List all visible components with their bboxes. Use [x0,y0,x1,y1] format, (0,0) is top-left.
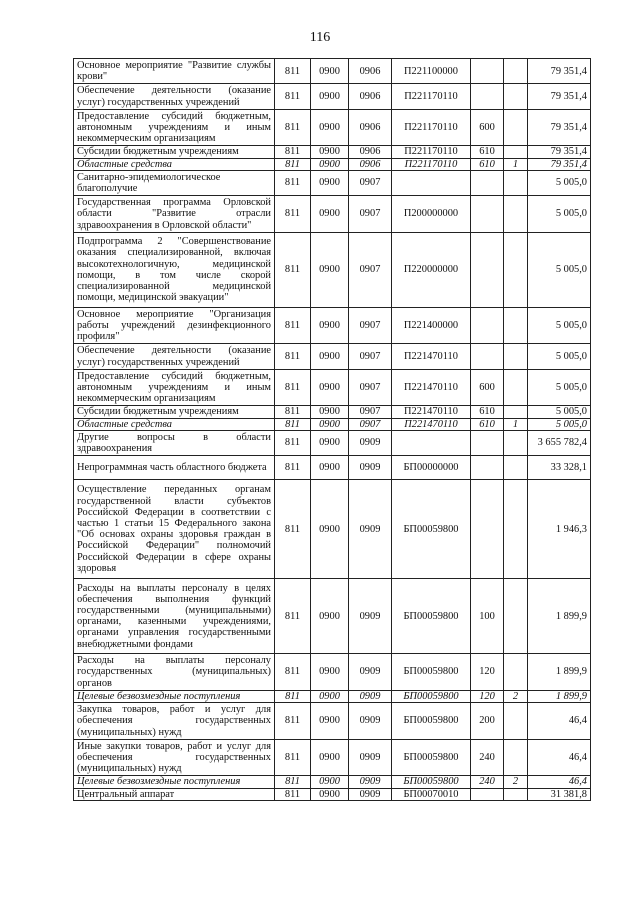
table-row [74,579,591,654]
target-article-cell: БП00059800 [392,703,471,740]
target-article-cell: П221470110 [392,344,471,369]
table-row [74,109,591,146]
section-code-cell: 0900 [311,369,349,406]
expense-type-cell [471,84,504,109]
amount-cell: 5 005,0 [528,344,591,369]
subsection-code-cell: 0906 [349,146,392,158]
table-row [74,788,591,800]
subsection-code-cell: 0909 [349,703,392,740]
row-name-cell: Областные средства [74,418,275,430]
table-row [74,344,591,369]
funding-source-cell [504,109,528,146]
section-code-cell: 0900 [311,788,349,800]
table-row [74,654,591,691]
table-row [74,430,591,455]
amount-cell: 79 351,4 [528,158,591,170]
row-name-cell: Предоставление субсидий бюджетным, автономным учреждениям и иным некоммерческим организациям [74,109,275,146]
ministry-code-cell: 811 [275,369,311,406]
section-code-cell: 0900 [311,158,349,170]
table-row [74,480,591,579]
row-name-cell: Субсидии бюджетным учреждениям [74,406,275,418]
expense-type-cell [471,59,504,84]
target-article-cell: БП00059800 [392,739,471,776]
target-article-cell: П221470110 [392,369,471,406]
row-name-cell: Областные средства [74,158,275,170]
expense-type-cell: 240 [471,776,504,788]
section-code-cell: 0900 [311,146,349,158]
funding-source-cell [504,406,528,418]
expense-type-cell: 610 [471,146,504,158]
target-article-cell: П221170110 [392,146,471,158]
target-article-cell: БП00059800 [392,654,471,691]
ministry-code-cell: 811 [275,418,311,430]
table-row [74,84,591,109]
subsection-code-cell: 0909 [349,788,392,800]
expense-type-cell [471,344,504,369]
target-article-cell: П221470110 [392,406,471,418]
expense-type-cell [471,196,504,233]
row-name-cell: Подпрограмма 2 "Совершенствование оказания специализированной, включая высокотехнологичную, медицинской помощи, в том числе скорой специализированной медицинской помощи, медицинской эвакуации" [74,232,275,307]
section-code-cell: 0900 [311,776,349,788]
table-row [74,196,591,233]
target-article-cell [392,430,471,455]
expense-type-cell [471,232,504,307]
expense-type-cell: 610 [471,418,504,430]
target-article-cell [392,170,471,195]
funding-source-cell [504,654,528,691]
subsection-code-cell: 0906 [349,158,392,170]
ministry-code-cell: 811 [275,170,311,195]
section-code-cell: 0900 [311,418,349,430]
target-article-cell: БП00059800 [392,776,471,788]
row-name-cell: Закупка товаров, работ и услуг для обеспечения государственных (муниципальных) нужд [74,703,275,740]
funding-source-cell [504,788,528,800]
table-row [74,307,591,344]
expense-type-cell: 600 [471,109,504,146]
table-row [74,418,591,430]
expense-type-cell [471,480,504,579]
expense-type-cell: 100 [471,579,504,654]
row-name-cell: Государственная программа Орловской области "Развитие отрасли здравоохранения в Орловской области" [74,196,275,233]
subsection-code-cell: 0907 [349,170,392,195]
subsection-code-cell: 0909 [349,456,392,480]
target-article-cell: П220000000 [392,232,471,307]
section-code-cell: 0900 [311,654,349,691]
subsection-code-cell: 0909 [349,776,392,788]
ministry-code-cell: 811 [275,690,311,702]
ministry-code-cell: 811 [275,196,311,233]
expense-type-cell: 610 [471,158,504,170]
ministry-code-cell: 811 [275,406,311,418]
ministry-code-cell: 811 [275,480,311,579]
target-article-cell: П221100000 [392,59,471,84]
section-code-cell: 0900 [311,307,349,344]
section-code-cell: 0900 [311,196,349,233]
table-row [74,59,591,84]
amount-cell: 5 005,0 [528,369,591,406]
amount-cell: 5 005,0 [528,170,591,195]
table-row [74,406,591,418]
row-name-cell: Непрограммная часть областного бюджета [74,456,275,480]
funding-source-cell: 1 [504,158,528,170]
subsection-code-cell: 0907 [349,418,392,430]
ministry-code-cell: 811 [275,579,311,654]
expense-type-cell: 610 [471,406,504,418]
amount-cell: 5 005,0 [528,196,591,233]
section-code-cell: 0900 [311,59,349,84]
section-code-cell: 0900 [311,109,349,146]
funding-source-cell [504,369,528,406]
subsection-code-cell: 0909 [349,654,392,691]
table-row [74,456,591,480]
funding-source-cell: 2 [504,776,528,788]
table-row [74,158,591,170]
subsection-code-cell: 0907 [349,369,392,406]
section-code-cell: 0900 [311,703,349,740]
ministry-code-cell: 811 [275,158,311,170]
row-name-cell: Расходы на выплаты персоналу в целях обеспечения выполнения функций государственными (муниципальными) органами, казенными учреждениями, органами управления государственными внебюджетными фондами [74,579,275,654]
budget-table [73,58,591,801]
amount-cell: 31 381,8 [528,788,591,800]
funding-source-cell: 2 [504,690,528,702]
section-code-cell: 0900 [311,739,349,776]
subsection-code-cell: 0909 [349,430,392,455]
table-row [74,703,591,740]
amount-cell: 46,4 [528,776,591,788]
subsection-code-cell: 0907 [349,344,392,369]
row-name-cell: Расходы на выплаты персоналу государственных (муниципальных) органов [74,654,275,691]
row-name-cell: Основное мероприятие "Организация работы учреждений дезинфекционного профиля" [74,307,275,344]
subsection-code-cell: 0909 [349,480,392,579]
funding-source-cell [504,307,528,344]
row-name-cell: Обеспечение деятельности (оказание услуг) государственных учреждений [74,344,275,369]
expense-type-cell: 200 [471,703,504,740]
funding-source-cell [504,430,528,455]
subsection-code-cell: 0909 [349,739,392,776]
ministry-code-cell: 811 [275,307,311,344]
row-name-cell: Целевые безвозмездные поступления [74,690,275,702]
subsection-code-cell: 0909 [349,690,392,702]
amount-cell: 79 351,4 [528,84,591,109]
row-name-cell: Основное мероприятие "Развитие службы крови" [74,59,275,84]
amount-cell: 79 351,4 [528,109,591,146]
amount-cell: 46,4 [528,739,591,776]
ministry-code-cell: 811 [275,456,311,480]
target-article-cell: П221170110 [392,158,471,170]
ministry-code-cell: 811 [275,146,311,158]
table-row [74,690,591,702]
target-article-cell: БП00059800 [392,480,471,579]
section-code-cell: 0900 [311,232,349,307]
funding-source-cell [504,232,528,307]
row-name-cell: Другие вопросы в области здравоохранения [74,430,275,455]
section-code-cell: 0900 [311,84,349,109]
ministry-code-cell: 811 [275,654,311,691]
section-code-cell: 0900 [311,480,349,579]
ministry-code-cell: 811 [275,430,311,455]
amount-cell: 5 005,0 [528,418,591,430]
target-article-cell: П221400000 [392,307,471,344]
section-code-cell: 0900 [311,690,349,702]
subsection-code-cell: 0909 [349,579,392,654]
section-code-cell: 0900 [311,406,349,418]
amount-cell: 5 005,0 [528,307,591,344]
table-row [74,232,591,307]
section-code-cell: 0900 [311,430,349,455]
funding-source-cell: 1 [504,418,528,430]
target-article-cell: П200000000 [392,196,471,233]
table-row [74,369,591,406]
row-name-cell: Предоставление субсидий бюджетным, автономным учреждениям и иным некоммерческим организациям [74,369,275,406]
subsection-code-cell: 0907 [349,196,392,233]
section-code-cell: 0900 [311,456,349,480]
expense-type-cell [471,430,504,455]
amount-cell: 33 328,1 [528,456,591,480]
target-article-cell: БП00059800 [392,690,471,702]
table-row [74,776,591,788]
subsection-code-cell: 0906 [349,59,392,84]
target-article-cell: П221470110 [392,418,471,430]
subsection-code-cell: 0906 [349,109,392,146]
section-code-cell: 0900 [311,344,349,369]
expense-type-cell: 120 [471,690,504,702]
ministry-code-cell: 811 [275,109,311,146]
amount-cell: 1 899,9 [528,690,591,702]
funding-source-cell [504,739,528,776]
section-code-cell: 0900 [311,579,349,654]
target-article-cell: БП00000000 [392,456,471,480]
funding-source-cell [504,344,528,369]
ministry-code-cell: 811 [275,232,311,307]
target-article-cell: П221170110 [392,109,471,146]
amount-cell: 5 005,0 [528,232,591,307]
amount-cell: 1 899,9 [528,579,591,654]
target-article-cell: П221170110 [392,84,471,109]
amount-cell: 79 351,4 [528,59,591,84]
funding-source-cell [504,579,528,654]
ministry-code-cell: 811 [275,739,311,776]
ministry-code-cell: 811 [275,776,311,788]
row-name-cell: Осуществление переданных органам государственной власти субъектов Российской Федерации в соответствии с частью 1 статьи 15 Федерального закона "Об основах охраны здоровья граждан в Российской Федерации" полномочий Российской Федерации в сфере охраны здоровья [74,480,275,579]
amount-cell: 46,4 [528,703,591,740]
ministry-code-cell: 811 [275,788,311,800]
funding-source-cell [504,170,528,195]
table-row [74,146,591,158]
ministry-code-cell: 811 [275,703,311,740]
ministry-code-cell: 811 [275,59,311,84]
row-name-cell: Обеспечение деятельности (оказание услуг) государственных учреждений [74,84,275,109]
amount-cell: 1 899,9 [528,654,591,691]
row-name-cell: Санитарно-эпидемиологическое благополучие [74,170,275,195]
row-name-cell: Центральный аппарат [74,788,275,800]
funding-source-cell [504,703,528,740]
expense-type-cell: 120 [471,654,504,691]
funding-source-cell [504,84,528,109]
amount-cell: 3 655 782,4 [528,430,591,455]
target-article-cell: БП00059800 [392,579,471,654]
subsection-code-cell: 0906 [349,84,392,109]
ministry-code-cell: 811 [275,84,311,109]
funding-source-cell [504,456,528,480]
subsection-code-cell: 0907 [349,307,392,344]
page-number: 116 [309,30,331,45]
expense-type-cell [471,456,504,480]
expense-type-cell: 600 [471,369,504,406]
row-name-cell: Иные закупки товаров, работ и услуг для обеспечения государственных (муниципальных) нужд [74,739,275,776]
amount-cell: 5 005,0 [528,406,591,418]
subsection-code-cell: 0907 [349,232,392,307]
table-row [74,739,591,776]
subsection-code-cell: 0907 [349,406,392,418]
section-code-cell: 0900 [311,170,349,195]
funding-source-cell [504,196,528,233]
amount-cell: 79 351,4 [528,146,591,158]
expense-type-cell [471,788,504,800]
table-row [74,170,591,195]
expense-type-cell [471,170,504,195]
row-name-cell: Субсидии бюджетным учреждениям [74,146,275,158]
expense-type-cell: 240 [471,739,504,776]
amount-cell: 1 946,3 [528,480,591,579]
row-name-cell: Целевые безвозмездные поступления [74,776,275,788]
funding-source-cell [504,146,528,158]
funding-source-cell [504,59,528,84]
ministry-code-cell: 811 [275,344,311,369]
target-article-cell: БП00070010 [392,788,471,800]
funding-source-cell [504,480,528,579]
expense-type-cell [471,307,504,344]
